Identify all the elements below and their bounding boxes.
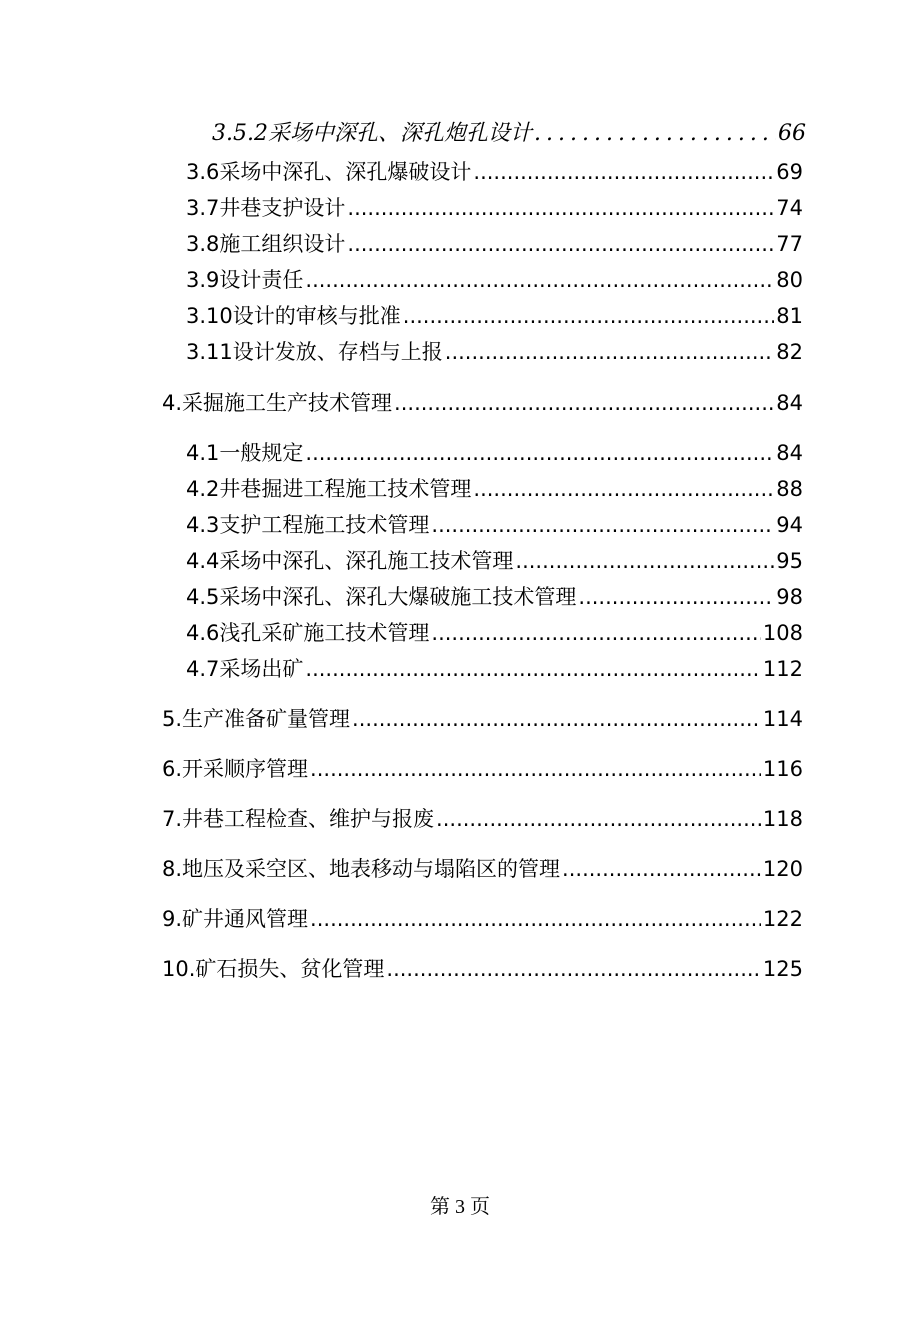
toc-title: 设计的审核与批准 xyxy=(232,304,401,328)
toc-page-number: 112 xyxy=(762,657,803,681)
toc-page-number: 94 xyxy=(776,513,803,537)
toc-page-number: 84 xyxy=(776,441,803,465)
toc-page-number: 98 xyxy=(776,585,803,609)
toc-number: 10. xyxy=(162,957,196,981)
toc-page-number: 77 xyxy=(776,232,803,256)
toc-page-number: 82 xyxy=(776,340,803,364)
toc-leader-dots xyxy=(403,302,775,330)
toc-title: 矿石损失、贫化管理 xyxy=(195,957,385,981)
toc-page-number: 80 xyxy=(776,268,803,292)
toc-leader-dots xyxy=(445,338,775,366)
toc-page-number: 74 xyxy=(776,196,803,220)
toc-page-number: 84 xyxy=(776,391,803,415)
toc-title: 支护工程施工技术管理 xyxy=(219,513,430,537)
toc-page-number: 120 xyxy=(762,857,803,881)
toc-line[interactable] xyxy=(162,755,803,783)
toc-leader-dots xyxy=(534,120,776,148)
toc-leader-dots xyxy=(578,583,774,611)
toc-number: 4.2 xyxy=(186,477,220,501)
toc-leader-dots xyxy=(352,705,761,733)
toc-line[interactable] xyxy=(186,338,803,366)
toc-number: 4. xyxy=(162,391,183,415)
toc-leader-dots xyxy=(310,755,761,783)
toc-leader-dots xyxy=(394,389,774,417)
toc-line[interactable] xyxy=(186,302,803,330)
toc-leader-dots xyxy=(310,905,761,933)
toc-number: 5. xyxy=(162,707,183,731)
toc-title: 开采顺序管理 xyxy=(182,757,309,781)
toc-line[interactable] xyxy=(162,905,803,933)
toc-leader-dots xyxy=(431,511,774,539)
toc-line[interactable] xyxy=(212,120,806,148)
toc-title: 地压及采空区、地表移动与塌陷区的管理 xyxy=(182,857,561,881)
toc-title: 生产准备矿量管理 xyxy=(182,707,351,731)
toc-number: 4.6 xyxy=(186,621,220,645)
toc-title: 设计发放、存档与上报 xyxy=(232,340,443,364)
toc-page-number: 95 xyxy=(776,549,803,573)
toc-page-number: 81 xyxy=(776,304,803,328)
toc-page-number: 125 xyxy=(762,957,803,981)
toc-number: 9. xyxy=(162,907,183,931)
toc-line[interactable] xyxy=(162,955,803,983)
toc-title: 采场中深孔、深孔爆破设计 xyxy=(219,160,472,184)
toc-title: 施工组织设计 xyxy=(219,232,346,256)
toc-number: 7. xyxy=(162,807,183,831)
toc-title: 采场出矿 xyxy=(219,657,304,681)
toc-line[interactable] xyxy=(186,475,803,503)
toc-leader-dots xyxy=(386,955,761,983)
toc-leader-dots xyxy=(305,439,774,467)
toc-title: 采场中深孔、深孔大爆破施工技术管理 xyxy=(219,585,577,609)
toc-number: 3.8 xyxy=(186,232,220,256)
toc-title: 矿井通风管理 xyxy=(182,907,309,931)
toc-line[interactable] xyxy=(186,158,803,186)
toc-number: 3.10 xyxy=(186,304,233,328)
toc-line[interactable] xyxy=(162,855,803,883)
toc-line[interactable] xyxy=(186,194,803,222)
page-footer: 第 3 页 xyxy=(430,1196,490,1218)
toc-page-number: 116 xyxy=(762,757,803,781)
toc-line[interactable] xyxy=(186,583,803,611)
toc-leader-dots xyxy=(515,547,774,575)
toc-line[interactable] xyxy=(186,655,803,683)
toc-number: 6. xyxy=(162,757,183,781)
toc-leader-dots xyxy=(347,194,774,222)
toc-leader-dots xyxy=(305,655,761,683)
toc-page-number: 122 xyxy=(762,907,803,931)
toc-leader-dots xyxy=(562,855,761,883)
toc-page-number: 88 xyxy=(776,477,803,501)
toc-leader-dots xyxy=(431,619,761,647)
toc-line[interactable] xyxy=(186,547,803,575)
toc-leader-dots xyxy=(305,266,774,294)
toc-title: 设计责任 xyxy=(219,268,304,292)
toc-page-number: 69 xyxy=(776,160,803,184)
toc-leader-dots xyxy=(473,475,774,503)
toc-leader-dots xyxy=(473,158,774,186)
toc-line[interactable] xyxy=(186,619,803,647)
toc-line[interactable] xyxy=(186,266,803,294)
toc-number: 4.4 xyxy=(186,549,220,573)
toc-title: 井巷支护设计 xyxy=(219,196,346,220)
toc-line[interactable] xyxy=(186,439,803,467)
toc-title: 采场中深孔、深孔炮孔设计 xyxy=(267,121,532,146)
toc-leader-dots xyxy=(436,805,761,833)
toc-page-number: 114 xyxy=(762,707,803,731)
toc-title: 采场中深孔、深孔施工技术管理 xyxy=(219,549,514,573)
toc-number: 4.7 xyxy=(186,657,220,681)
toc-title: 井巷工程检查、维护与报废 xyxy=(182,807,435,831)
toc-number: 3.6 xyxy=(186,160,220,184)
toc-number: 3.7 xyxy=(186,196,220,220)
toc-title: 井巷掘进工程施工技术管理 xyxy=(219,477,472,501)
toc-title: 浅孔采矿施工技术管理 xyxy=(219,621,430,645)
toc-number: 3.9 xyxy=(186,268,220,292)
toc-page-number: 66 xyxy=(778,121,806,146)
toc-line[interactable] xyxy=(186,230,803,258)
toc-number: 4.3 xyxy=(186,513,220,537)
toc-title: 采掘施工生产技术管理 xyxy=(182,391,393,415)
toc-line[interactable] xyxy=(162,389,803,417)
toc-leader-dots xyxy=(347,230,774,258)
toc-line[interactable] xyxy=(186,511,803,539)
toc-title: 一般规定 xyxy=(219,441,304,465)
toc-number: 4.1 xyxy=(186,441,220,465)
toc-number: 3.11 xyxy=(186,340,233,364)
toc-number: 3.5.2 xyxy=(212,121,268,146)
toc-page-number: 118 xyxy=(762,807,803,831)
toc-line[interactable] xyxy=(162,705,803,733)
toc-line[interactable] xyxy=(162,805,803,833)
toc-number: 8. xyxy=(162,857,183,881)
toc-number: 4.5 xyxy=(186,585,220,609)
toc-page-number: 108 xyxy=(762,621,803,645)
